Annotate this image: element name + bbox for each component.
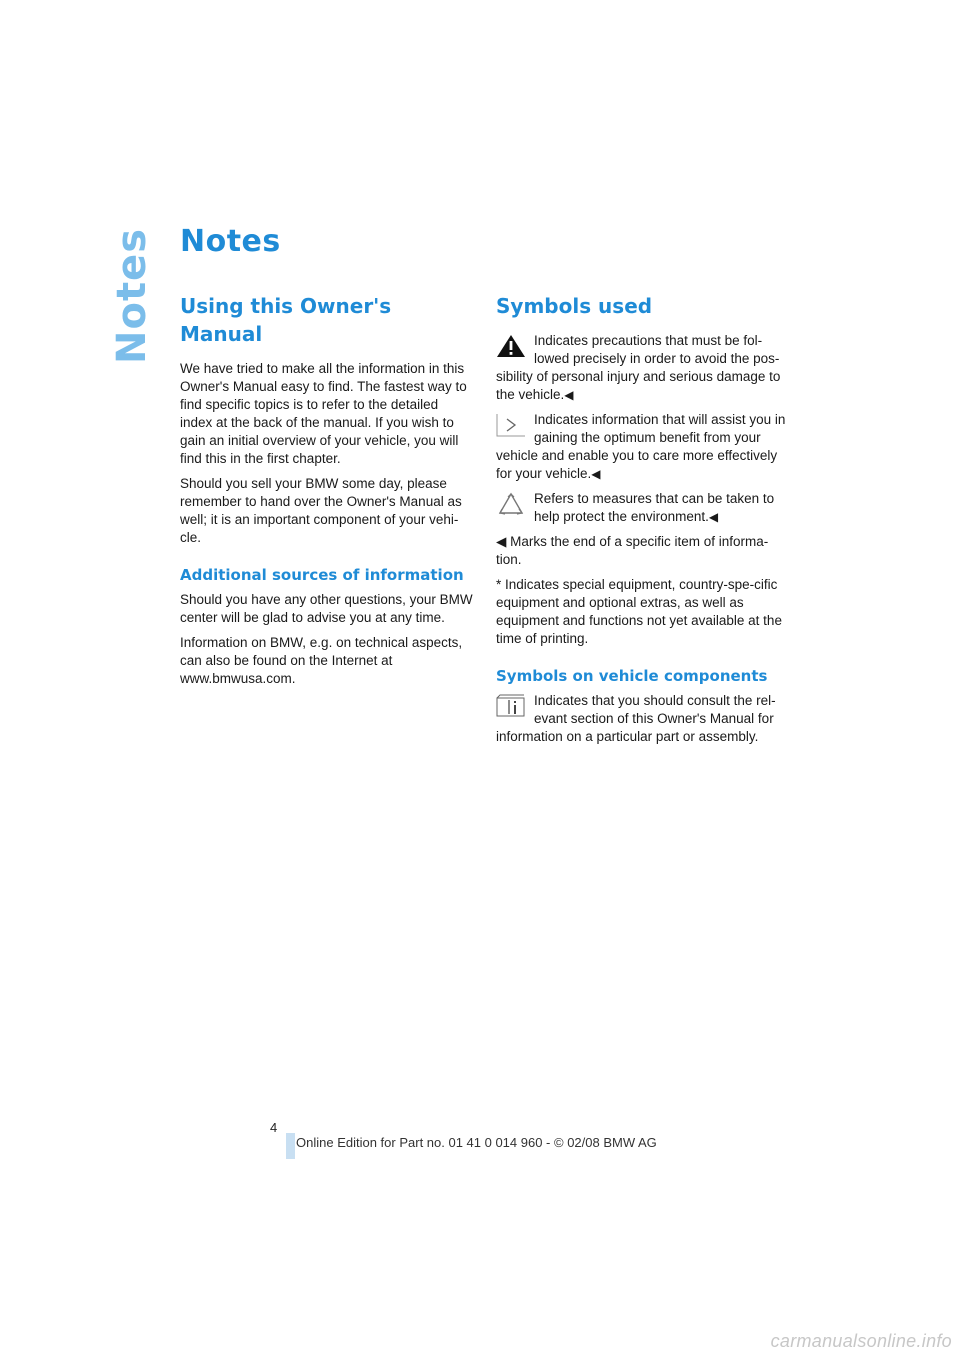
- component-symbol-text: Indicates that you should consult the rel-evant section of this Owner's Manual for information on a particular part or assembly.: [496, 693, 776, 744]
- side-tab-label: Notes: [109, 228, 155, 365]
- end-mark: ◀: [708, 510, 719, 524]
- edition-footer: Online Edition for Part no. 01 41 0 014 960 - © 02/08 BMW AG: [296, 1135, 657, 1150]
- environment-symbol-text: Refers to measures that can be taken to help protect the environment.: [534, 491, 775, 524]
- environment-symbol-item: [496, 490, 790, 526]
- manual-usage-heading: Using this Owner's Manual: [180, 294, 392, 346]
- asterisk-explanation: * Indicates special equipment, country-spe-cific equipment and optional extras, as well as equipment and functions not yet available at the time of printing.: [496, 577, 782, 646]
- questions-paragraph: Should you have any other questions, your BMW center will be glad to advise you at any time.: [180, 592, 473, 625]
- component-symbol-item: [496, 692, 790, 746]
- additional-sources-heading: Additional sources of information: [180, 566, 464, 584]
- footer-bar: [286, 1133, 295, 1159]
- manual-book-icon: [496, 694, 526, 718]
- end-mark: ◀: [591, 467, 601, 481]
- left-column: [180, 292, 474, 695]
- sell-vehicle-paragraph: Should you sell your BMW some day, please remember to hand over the Owner's Manual as well; it is an important component of your vehi-cle.: [180, 476, 462, 545]
- info-arrow-icon: [496, 413, 526, 437]
- page-title: Notes: [180, 224, 281, 259]
- end-mark: ◀: [564, 388, 574, 402]
- symbols-used-heading: Symbols used: [496, 294, 653, 318]
- watermark-text: carmanualsonline.info: [770, 1331, 952, 1351]
- info-symbol-item: [496, 411, 790, 483]
- warning-symbol-item: [496, 332, 790, 404]
- page-number: 4: [270, 1120, 278, 1135]
- internet-paragraph: Information on BMW, e.g. on technical aspects, can also be found on the Internet at www.bmwusa.com.: [180, 635, 463, 686]
- manual-usage-paragraph: We have tried to make all the information in this Owner's Manual easy to find. The fastest way to find specific topics is to refer to the detailed index at the back of the manual. If you wish to gain an initial overview of your vehicle, you will find this in the first chapter.: [180, 361, 467, 466]
- vehicle-components-heading: Symbols on vehicle components: [496, 667, 768, 685]
- warning-triangle-icon: [496, 334, 526, 358]
- right-column: [496, 292, 790, 753]
- endmark-explanation: ◀ Marks the end of a specific item of informa-tion.: [496, 534, 769, 567]
- recycle-icon: [496, 492, 526, 516]
- info-symbol-text: Indicates information that will assist you in gaining the optimum benefit from your vehicle and enable you to care more effectively for your vehicle.: [496, 412, 786, 481]
- warning-symbol-text: Indicates precautions that must be fol-lowed precisely in order to avoid the pos-sibility of personal injury and serious damage to the vehicle.: [496, 333, 781, 402]
